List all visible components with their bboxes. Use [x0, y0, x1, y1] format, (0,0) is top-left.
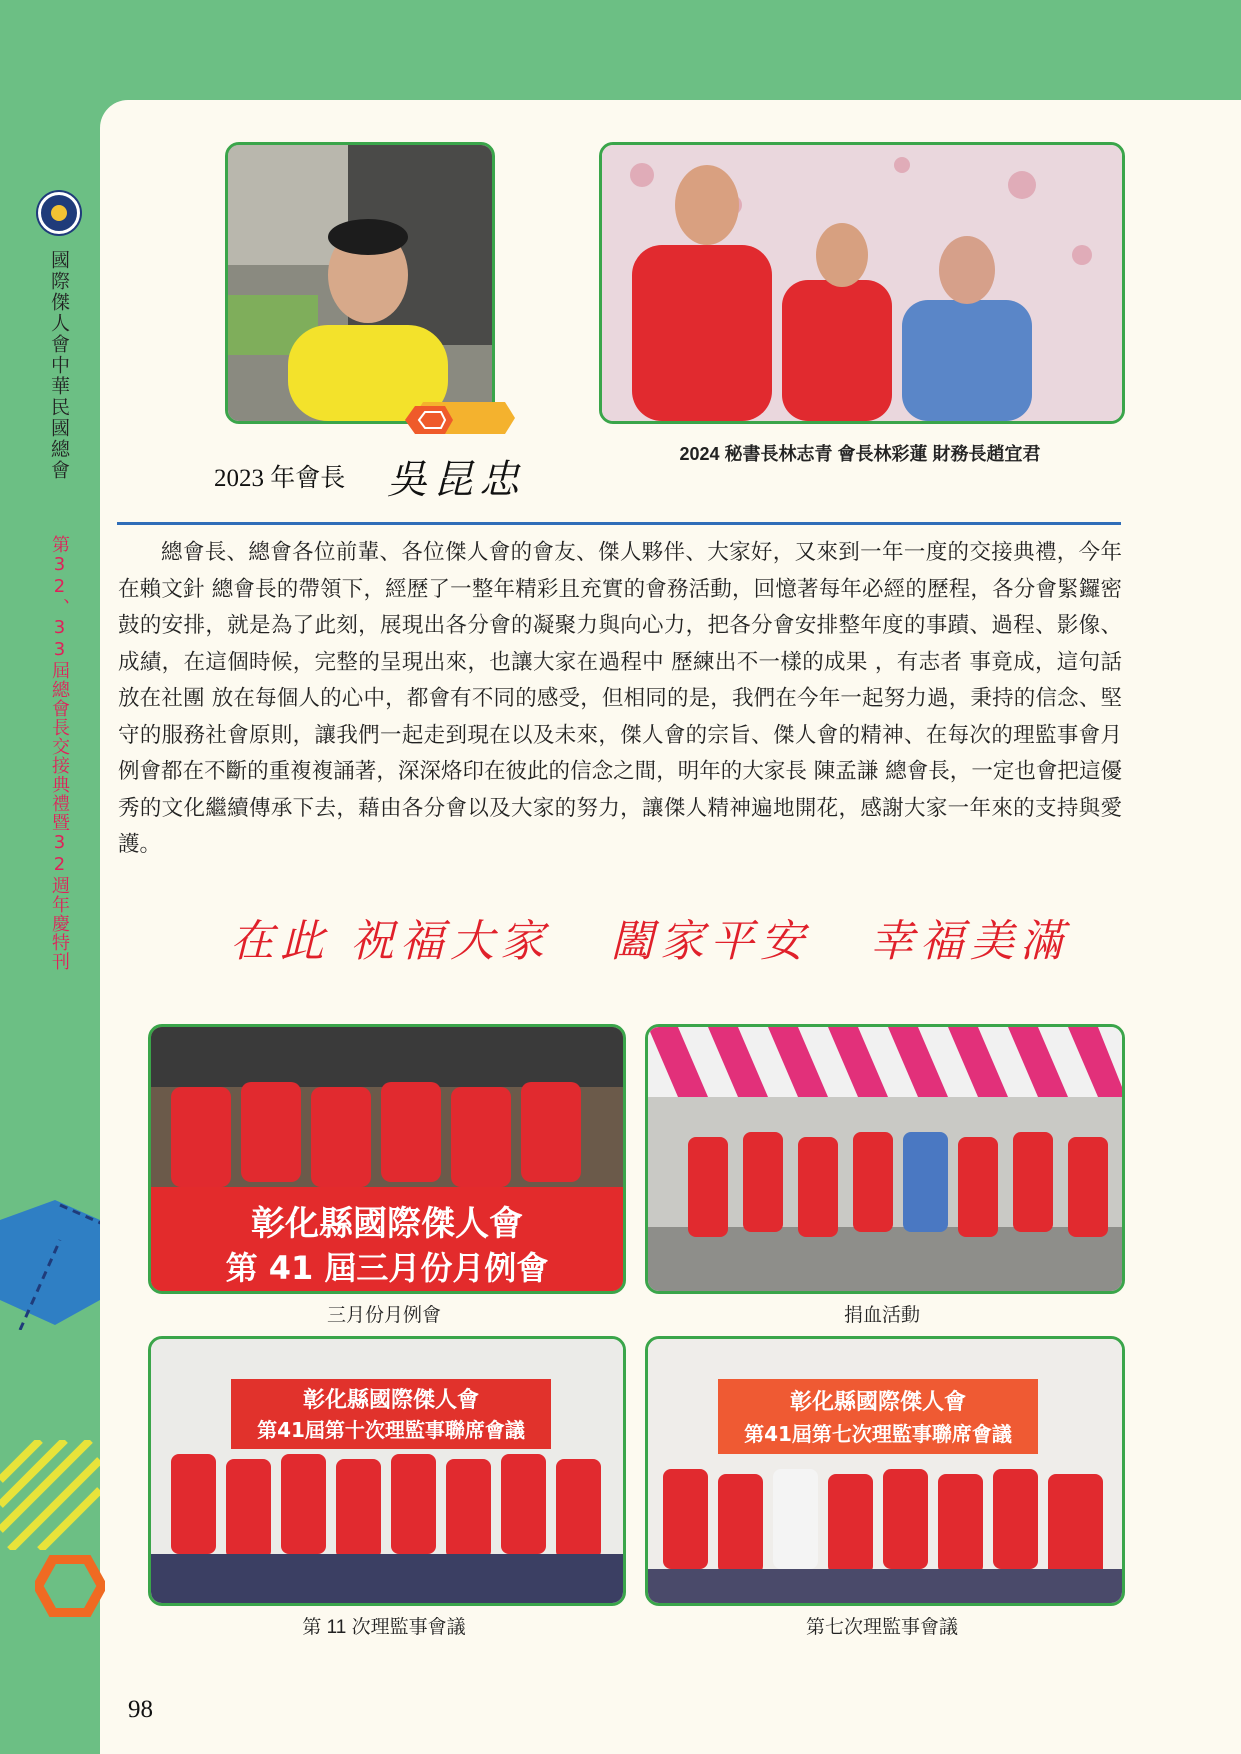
section-divider	[117, 522, 1121, 525]
seventh-banner-line2: 第41屆第七次理監事聯席會議	[744, 1422, 1012, 1446]
eleventh-banner-line1: 彰化縣國際傑人會	[302, 1388, 480, 1413]
secretary-group-photo	[599, 142, 1125, 424]
blue-hexagon-decoration	[0, 1200, 100, 1330]
organization-logo	[38, 192, 80, 234]
eleventh-meeting-photo	[148, 1336, 626, 1606]
yellow-stripes-decoration	[0, 1440, 100, 1550]
president-title: 2023 年會長	[214, 465, 346, 492]
march-meeting-caption: 三月份月例會	[326, 1305, 441, 1326]
blessing-text: 在此 祝福大家 闔家平安 幸福美滿	[230, 916, 1070, 967]
eleventh-meeting-caption: 第 11 次理監事會議	[302, 1617, 466, 1638]
sidebar-publication-title: 第32、33屆總會長交接典禮暨32週年慶特刊	[49, 535, 70, 971]
hexagon-badge-decoration	[405, 400, 515, 436]
secretary-photo-caption: 2024 秘書長林志青 會長林彩蓮 財務長趙宜君	[679, 444, 1041, 464]
seventh-meeting-photo	[645, 1336, 1125, 1606]
seventh-meeting-caption: 第七次理監事會議	[805, 1617, 958, 1638]
president-name: 吳昆忠	[387, 457, 525, 502]
march-banner-line2: 第 41 屆三月份月例會	[225, 1249, 549, 1287]
march-meeting-photo	[148, 1024, 626, 1294]
march-banner-line1: 彰化縣國際傑人會	[251, 1204, 523, 1244]
blood-donation-caption: 捐血活動	[843, 1305, 920, 1326]
top-band	[0, 0, 1241, 100]
eleventh-banner-line2: 第41屆第十次理監事聯席會議	[257, 1418, 525, 1442]
president-portrait-photo	[225, 142, 495, 424]
blood-donation-photo	[645, 1024, 1125, 1294]
seventh-banner-line1: 彰化縣國際傑人會	[789, 1390, 967, 1415]
speech-paragraph: 總會長、總會各位前輩、各位傑人會的會友、傑人夥伴、大家好，又來到一年一度的交接典禮，今年在賴文針 總會長的帶領下，經歷了一整年精彩且充實的會務活動，回憶著每年必經的歷程，各分會緊鑼密鼓的安排，就是為了此刻，展現出各分會的凝聚力與向心力，把各分會安排整年度的事蹟、過程、影像、成績，在這個時候，完整的呈現出來，也讓大家在過程中 歷練出不一樣的成果 ，有志者 事竟成，這句話放在社團 放在每個人的心中，都會有不同的感受，但相同的是，我們在今年一起努力過，秉持的信念、堅守的服務社會原則，讓我們一起走到現在以及未來，傑人會的宗旨、傑人會的精神、在每次的理監事會月例會都在不斷的重複複誦著，深深烙印在彼此的信念之間，明年的大家長 陳孟謙 總會長，一定也會把這優秀的文化繼續傳承下去，藉由各分會以及大家的努力，讓傑人精神遍地開花，感謝大家一年來的支持與愛護。	[118, 540, 1122, 857]
sidebar-organization-title: 國際傑人會中華民國總會	[48, 250, 70, 481]
page-number: 98	[128, 1696, 153, 1723]
orange-hexagon-decoration	[35, 1555, 105, 1617]
